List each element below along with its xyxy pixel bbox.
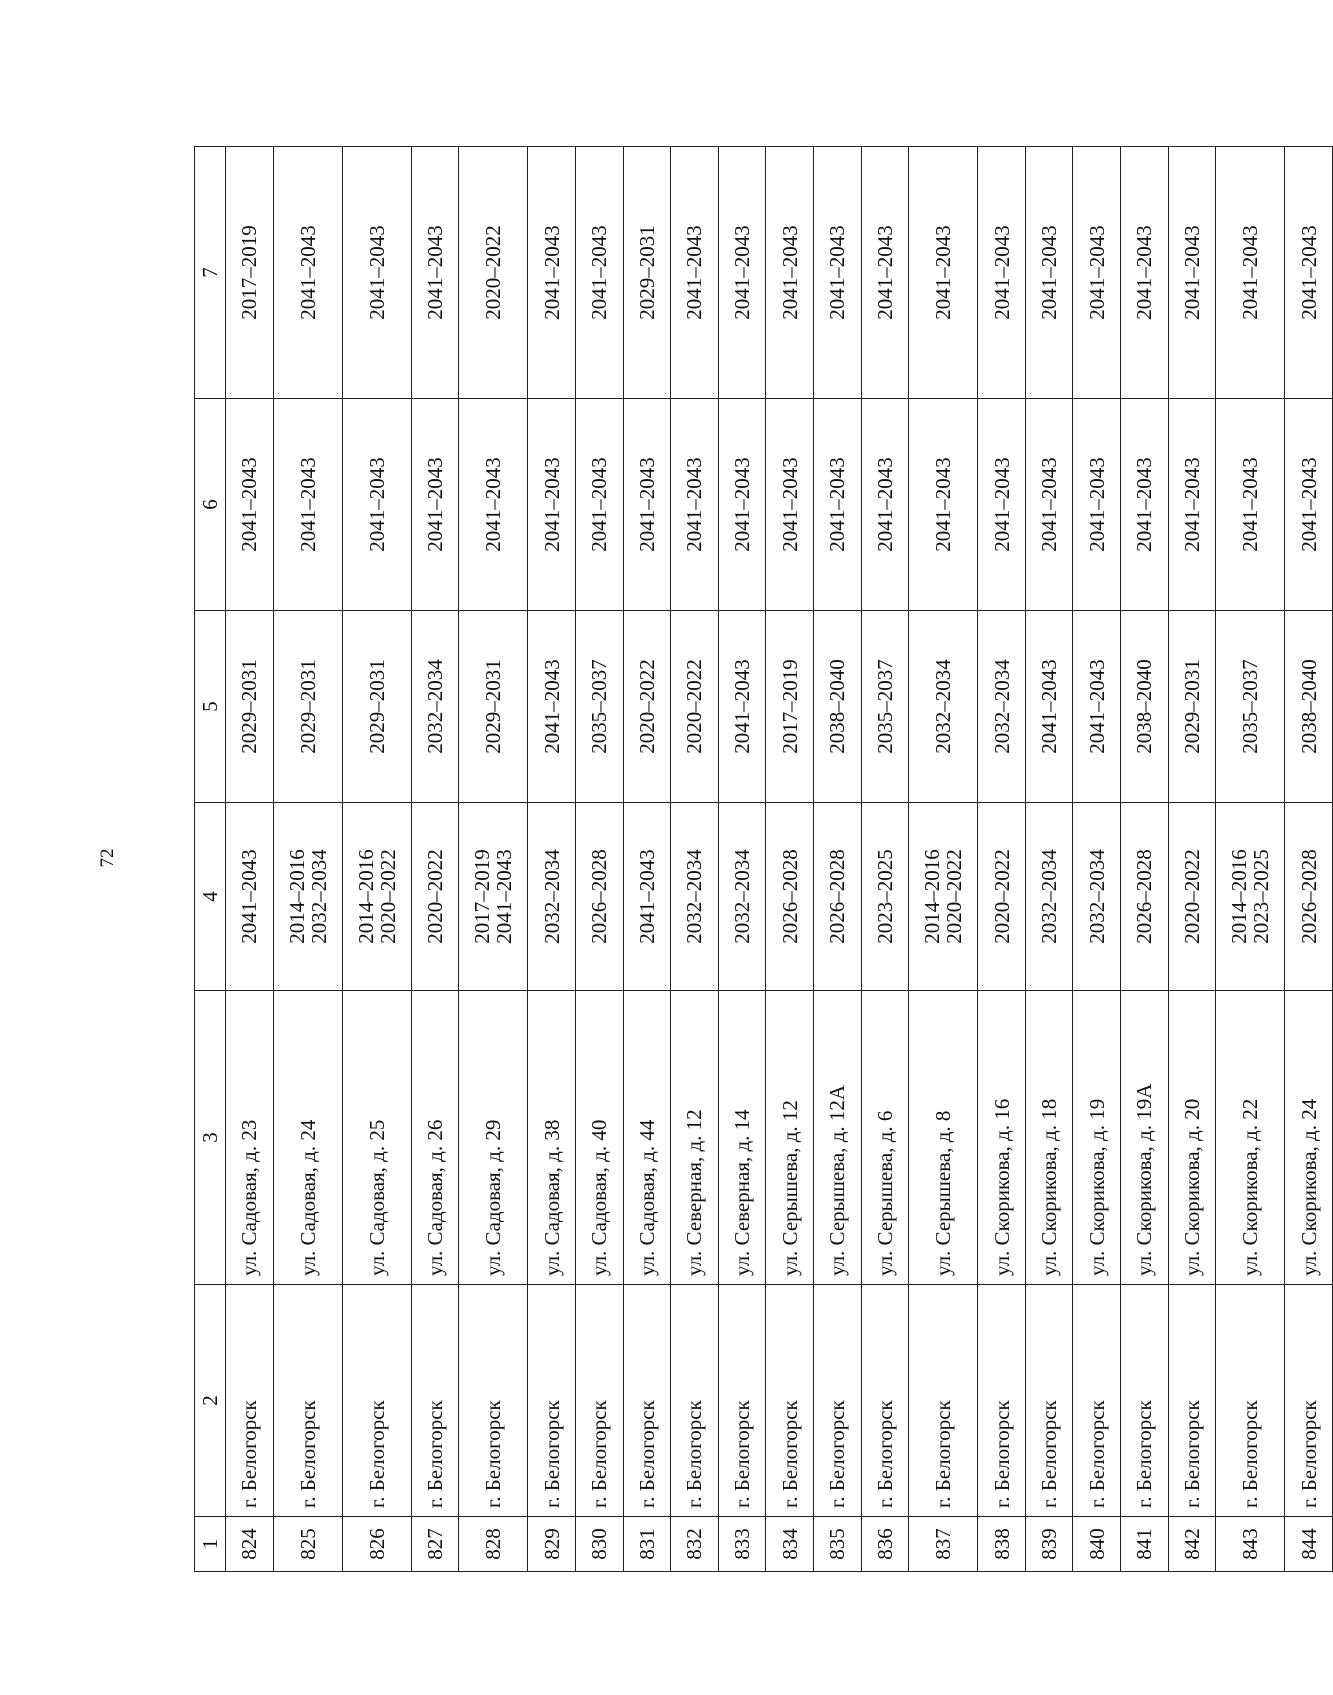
period-col7-cell: 2041–2043 — [273, 147, 342, 399]
address-cell: ул. Садовая, д. 25 — [342, 991, 411, 1285]
period-col7-cell: 2041–2043 — [342, 147, 411, 399]
period-col6-cell: 2041–2043 — [861, 399, 909, 611]
period-col5-cell: 2032–2034 — [978, 611, 1026, 803]
period-col5-cell: 2029–2031 — [226, 611, 274, 803]
period-col4-cell — [1168, 803, 1216, 991]
period-line: 2032–2034 — [730, 849, 755, 944]
period-col5-cell: 2029–2031 — [273, 611, 342, 803]
period-col7-cell: 2041–2043 — [575, 147, 623, 399]
city-cell: г. Белогорск — [718, 1285, 766, 1517]
table-row — [273, 147, 342, 1572]
period-col6-cell: 2041–2043 — [273, 399, 342, 611]
city-cell: г. Белогорск — [1025, 1285, 1073, 1517]
city-cell: г. Белогорск — [528, 1285, 576, 1517]
city-cell: г. Белогорск — [342, 1285, 411, 1517]
row-number-cell: 838 — [978, 1517, 1026, 1572]
period-col4-cell — [342, 803, 411, 991]
period-col5-cell: 2038–2040 — [813, 611, 861, 803]
period-col5-cell: 2035–2037 — [575, 611, 623, 803]
table-row — [909, 147, 978, 1572]
period-col4-cell — [528, 803, 576, 991]
table-row — [766, 147, 814, 1572]
table-row — [623, 147, 671, 1572]
city-cell: г. Белогорск — [671, 1285, 719, 1517]
row-number-cell: 832 — [671, 1517, 719, 1572]
period-col7-cell: 2041–2043 — [528, 147, 576, 399]
period-line: 2026–2028 — [587, 849, 612, 944]
period-col6-cell: 2041–2043 — [226, 399, 274, 611]
table-row — [1121, 147, 1169, 1572]
city-cell: г. Белогорск — [623, 1285, 671, 1517]
address-cell: ул. Скорикова, д. 20 — [1168, 991, 1216, 1285]
table-row — [813, 147, 861, 1572]
period-line: 2026–2028 — [1132, 849, 1157, 944]
period-col7-cell: 2041–2043 — [909, 147, 978, 399]
table-row — [1168, 147, 1216, 1572]
period-col7-cell: 2041–2043 — [1285, 147, 1333, 399]
period-line: 2026–2028 — [1296, 849, 1321, 944]
row-number-cell: 842 — [1168, 1517, 1216, 1572]
address-cell: ул. Садовая, д. 26 — [411, 991, 459, 1285]
period-col4-cell — [1073, 803, 1121, 991]
table-row — [226, 147, 274, 1572]
address-cell: ул. Садовая, д. 40 — [575, 991, 623, 1285]
period-line: 2041–2043 — [237, 849, 262, 944]
table-row — [671, 147, 719, 1572]
period-line: 2032–2034 — [682, 849, 707, 944]
period-col4-cell — [623, 803, 671, 991]
row-number-cell: 840 — [1073, 1517, 1121, 1572]
city-cell: г. Белогорск — [1073, 1285, 1121, 1517]
row-number-cell: 844 — [1285, 1517, 1333, 1572]
period-col7-cell: 2041–2043 — [813, 147, 861, 399]
table-row — [1025, 147, 1073, 1572]
period-col7-cell: 2029–2031 — [623, 147, 671, 399]
period-col5-cell: 2017–2019 — [766, 611, 814, 803]
period-col4-cell — [671, 803, 719, 991]
period-col7-cell: 2041–2043 — [861, 147, 909, 399]
address-cell: ул. Садовая, д. 38 — [528, 991, 576, 1285]
column-header: 7 — [195, 147, 226, 399]
period-col5-cell: 2035–2037 — [1216, 611, 1285, 803]
period-col4-cell — [411, 803, 459, 991]
city-cell: г. Белогорск — [273, 1285, 342, 1517]
period-col6-cell: 2041–2043 — [1121, 399, 1169, 611]
period-col6-cell: 2041–2043 — [718, 399, 766, 611]
period-line: 2014–2016 — [920, 849, 945, 944]
period-col6-cell: 2041–2043 — [1073, 399, 1121, 611]
period-col7-cell: 2041–2043 — [1168, 147, 1216, 399]
period-col4-cell — [813, 803, 861, 991]
period-col7-cell: 2041–2043 — [411, 147, 459, 399]
period-col7-cell: 2041–2043 — [1073, 147, 1121, 399]
row-number-cell: 830 — [575, 1517, 623, 1572]
table-container — [194, 147, 1331, 1572]
period-col4-cell — [459, 803, 528, 991]
period-col6-cell: 2041–2043 — [411, 399, 459, 611]
row-number-cell: 834 — [766, 1517, 814, 1572]
period-col5-cell: 2038–2040 — [1285, 611, 1333, 803]
city-cell: г. Белогорск — [575, 1285, 623, 1517]
period-col5-cell: 2041–2043 — [1073, 611, 1121, 803]
period-col7-cell: 2041–2043 — [1216, 147, 1285, 399]
period-col5-cell: 2029–2031 — [459, 611, 528, 803]
city-cell: г. Белогорск — [1168, 1285, 1216, 1517]
row-number-cell: 835 — [813, 1517, 861, 1572]
period-col5-cell: 2020–2022 — [623, 611, 671, 803]
city-cell: г. Белогорск — [459, 1285, 528, 1517]
table-row — [978, 147, 1026, 1572]
period-col4-cell — [1025, 803, 1073, 991]
period-col6-cell: 2041–2043 — [978, 399, 1026, 611]
column-header: 4 — [195, 803, 226, 991]
address-cell: ул. Скорикова, д. 18 — [1025, 991, 1073, 1285]
period-col7-cell: 2041–2043 — [1025, 147, 1073, 399]
column-header: 3 — [195, 991, 226, 1285]
period-col5-cell: 2041–2043 — [1025, 611, 1073, 803]
column-header: 1 — [195, 1517, 226, 1572]
city-cell: г. Белогорск — [1216, 1285, 1285, 1517]
city-cell: г. Белогорск — [1285, 1285, 1333, 1517]
address-cell: ул. Серышева, д. 8 — [909, 991, 978, 1285]
row-number-cell: 837 — [909, 1517, 978, 1572]
period-col7-cell: 2017–2019 — [226, 147, 274, 399]
table-row — [575, 147, 623, 1572]
city-cell: г. Белогорск — [861, 1285, 909, 1517]
period-line: 2026–2028 — [825, 849, 850, 944]
period-line: 2020–2022 — [375, 849, 400, 944]
period-col4-cell — [766, 803, 814, 991]
period-line: 2032–2034 — [539, 849, 564, 944]
period-line: 2017–2019 — [470, 849, 495, 944]
period-line: 2020–2022 — [1179, 849, 1204, 944]
period-line: 2032–2034 — [1037, 849, 1062, 944]
period-col4-cell — [226, 803, 274, 991]
period-col5-cell: 2020–2022 — [671, 611, 719, 803]
period-line: 2020–2022 — [422, 849, 447, 944]
period-col7-cell: 2041–2043 — [978, 147, 1026, 399]
period-col5-cell: 2041–2043 — [718, 611, 766, 803]
table-row — [1285, 147, 1333, 1572]
address-cell: ул. Скорикова, д. 22 — [1216, 991, 1285, 1285]
period-line: 2032–2034 — [1084, 849, 1109, 944]
column-header: 5 — [195, 611, 226, 803]
period-line: 2014–2016 — [284, 849, 309, 944]
city-cell: г. Белогорск — [1121, 1285, 1169, 1517]
city-cell: г. Белогорск — [411, 1285, 459, 1517]
period-col5-cell: 2029–2031 — [1168, 611, 1216, 803]
registry-table — [194, 146, 1333, 1572]
period-line: 2023–2025 — [1249, 849, 1274, 944]
table-row — [528, 147, 576, 1572]
row-number-cell: 833 — [718, 1517, 766, 1572]
city-cell: г. Белогорск — [813, 1285, 861, 1517]
row-number-cell: 839 — [1025, 1517, 1073, 1572]
period-col6-cell: 2041–2043 — [342, 399, 411, 611]
city-cell: г. Белогорск — [766, 1285, 814, 1517]
period-col6-cell: 2041–2043 — [459, 399, 528, 611]
header-row — [195, 147, 226, 1572]
period-col4-cell — [978, 803, 1026, 991]
period-col4-cell — [718, 803, 766, 991]
period-line: 2020–2022 — [942, 849, 967, 944]
period-line: 2023–2025 — [872, 849, 897, 944]
page-number: 72 — [97, 848, 118, 868]
period-line: 2020–2022 — [989, 849, 1014, 944]
period-col4-cell — [861, 803, 909, 991]
period-col4-cell — [1285, 803, 1333, 991]
period-col7-cell: 2041–2043 — [671, 147, 719, 399]
address-cell: ул. Скорикова, д. 19А — [1121, 991, 1169, 1285]
period-col5-cell: 2032–2034 — [411, 611, 459, 803]
period-line: 2041–2043 — [492, 849, 517, 944]
row-number-cell: 843 — [1216, 1517, 1285, 1572]
period-col6-cell: 2041–2043 — [909, 399, 978, 611]
row-number-cell: 825 — [273, 1517, 342, 1572]
period-col6-cell: 2041–2043 — [1285, 399, 1333, 611]
address-cell: ул. Серышева, д. 12 — [766, 991, 814, 1285]
period-col6-cell: 2041–2043 — [1025, 399, 1073, 611]
row-number-cell: 824 — [226, 1517, 274, 1572]
row-number-cell: 828 — [459, 1517, 528, 1572]
period-col5-cell: 2029–2031 — [342, 611, 411, 803]
period-line: 2014–2016 — [1227, 849, 1252, 944]
table-row — [411, 147, 459, 1572]
city-cell: г. Белогорск — [226, 1285, 274, 1517]
period-col6-cell: 2041–2043 — [528, 399, 576, 611]
period-col6-cell: 2041–2043 — [575, 399, 623, 611]
period-line: 2026–2028 — [777, 849, 802, 944]
period-col5-cell: 2035–2037 — [861, 611, 909, 803]
period-col7-cell: 2020–2022 — [459, 147, 528, 399]
period-col4-cell — [575, 803, 623, 991]
row-number-cell: 836 — [861, 1517, 909, 1572]
address-cell: ул. Скорикова, д. 24 — [1285, 991, 1333, 1285]
address-cell: ул. Садовая, д. 44 — [623, 991, 671, 1285]
period-col6-cell: 2041–2043 — [1216, 399, 1285, 611]
period-col6-cell: 2041–2043 — [766, 399, 814, 611]
period-col7-cell: 2041–2043 — [1121, 147, 1169, 399]
address-cell: ул. Скорикова, д. 16 — [978, 991, 1026, 1285]
period-col5-cell: 2041–2043 — [528, 611, 576, 803]
address-cell: ул. Садовая, д. 23 — [226, 991, 274, 1285]
period-col5-cell: 2038–2040 — [1121, 611, 1169, 803]
period-col4-cell — [1121, 803, 1169, 991]
table-body — [226, 147, 1333, 1572]
period-col6-cell: 2041–2043 — [813, 399, 861, 611]
row-number-cell: 841 — [1121, 1517, 1169, 1572]
table-row — [861, 147, 909, 1572]
period-line: 2014–2016 — [353, 849, 378, 944]
period-col4-cell — [1216, 803, 1285, 991]
address-cell: ул. Серышева, д. 12А — [813, 991, 861, 1285]
address-cell: ул. Северная, д. 12 — [671, 991, 719, 1285]
table-row — [459, 147, 528, 1572]
table-row — [342, 147, 411, 1572]
row-number-cell: 827 — [411, 1517, 459, 1572]
row-number-cell: 829 — [528, 1517, 576, 1572]
table-row — [1073, 147, 1121, 1572]
column-header: 6 — [195, 399, 226, 611]
address-cell: ул. Скорикова, д. 19 — [1073, 991, 1121, 1285]
address-cell: ул. Северная, д. 14 — [718, 991, 766, 1285]
period-col7-cell: 2041–2043 — [766, 147, 814, 399]
period-line: 2041–2043 — [634, 849, 659, 944]
period-col7-cell: 2041–2043 — [718, 147, 766, 399]
address-cell: ул. Садовая, д. 29 — [459, 991, 528, 1285]
address-cell: ул. Серышева, д. 6 — [861, 991, 909, 1285]
row-number-cell: 826 — [342, 1517, 411, 1572]
period-col6-cell: 2041–2043 — [623, 399, 671, 611]
period-col4-cell — [909, 803, 978, 991]
table-row — [1216, 147, 1285, 1572]
city-cell: г. Белогорск — [978, 1285, 1026, 1517]
column-header: 2 — [195, 1285, 226, 1517]
period-line: 2032–2034 — [306, 849, 331, 944]
row-number-cell: 831 — [623, 1517, 671, 1572]
period-col5-cell: 2032–2034 — [909, 611, 978, 803]
address-cell: ул. Садовая, д. 24 — [273, 991, 342, 1285]
period-col6-cell: 2041–2043 — [1168, 399, 1216, 611]
city-cell: г. Белогорск — [909, 1285, 978, 1517]
period-col6-cell: 2041–2043 — [671, 399, 719, 611]
table-row — [718, 147, 766, 1572]
period-col4-cell — [273, 803, 342, 991]
